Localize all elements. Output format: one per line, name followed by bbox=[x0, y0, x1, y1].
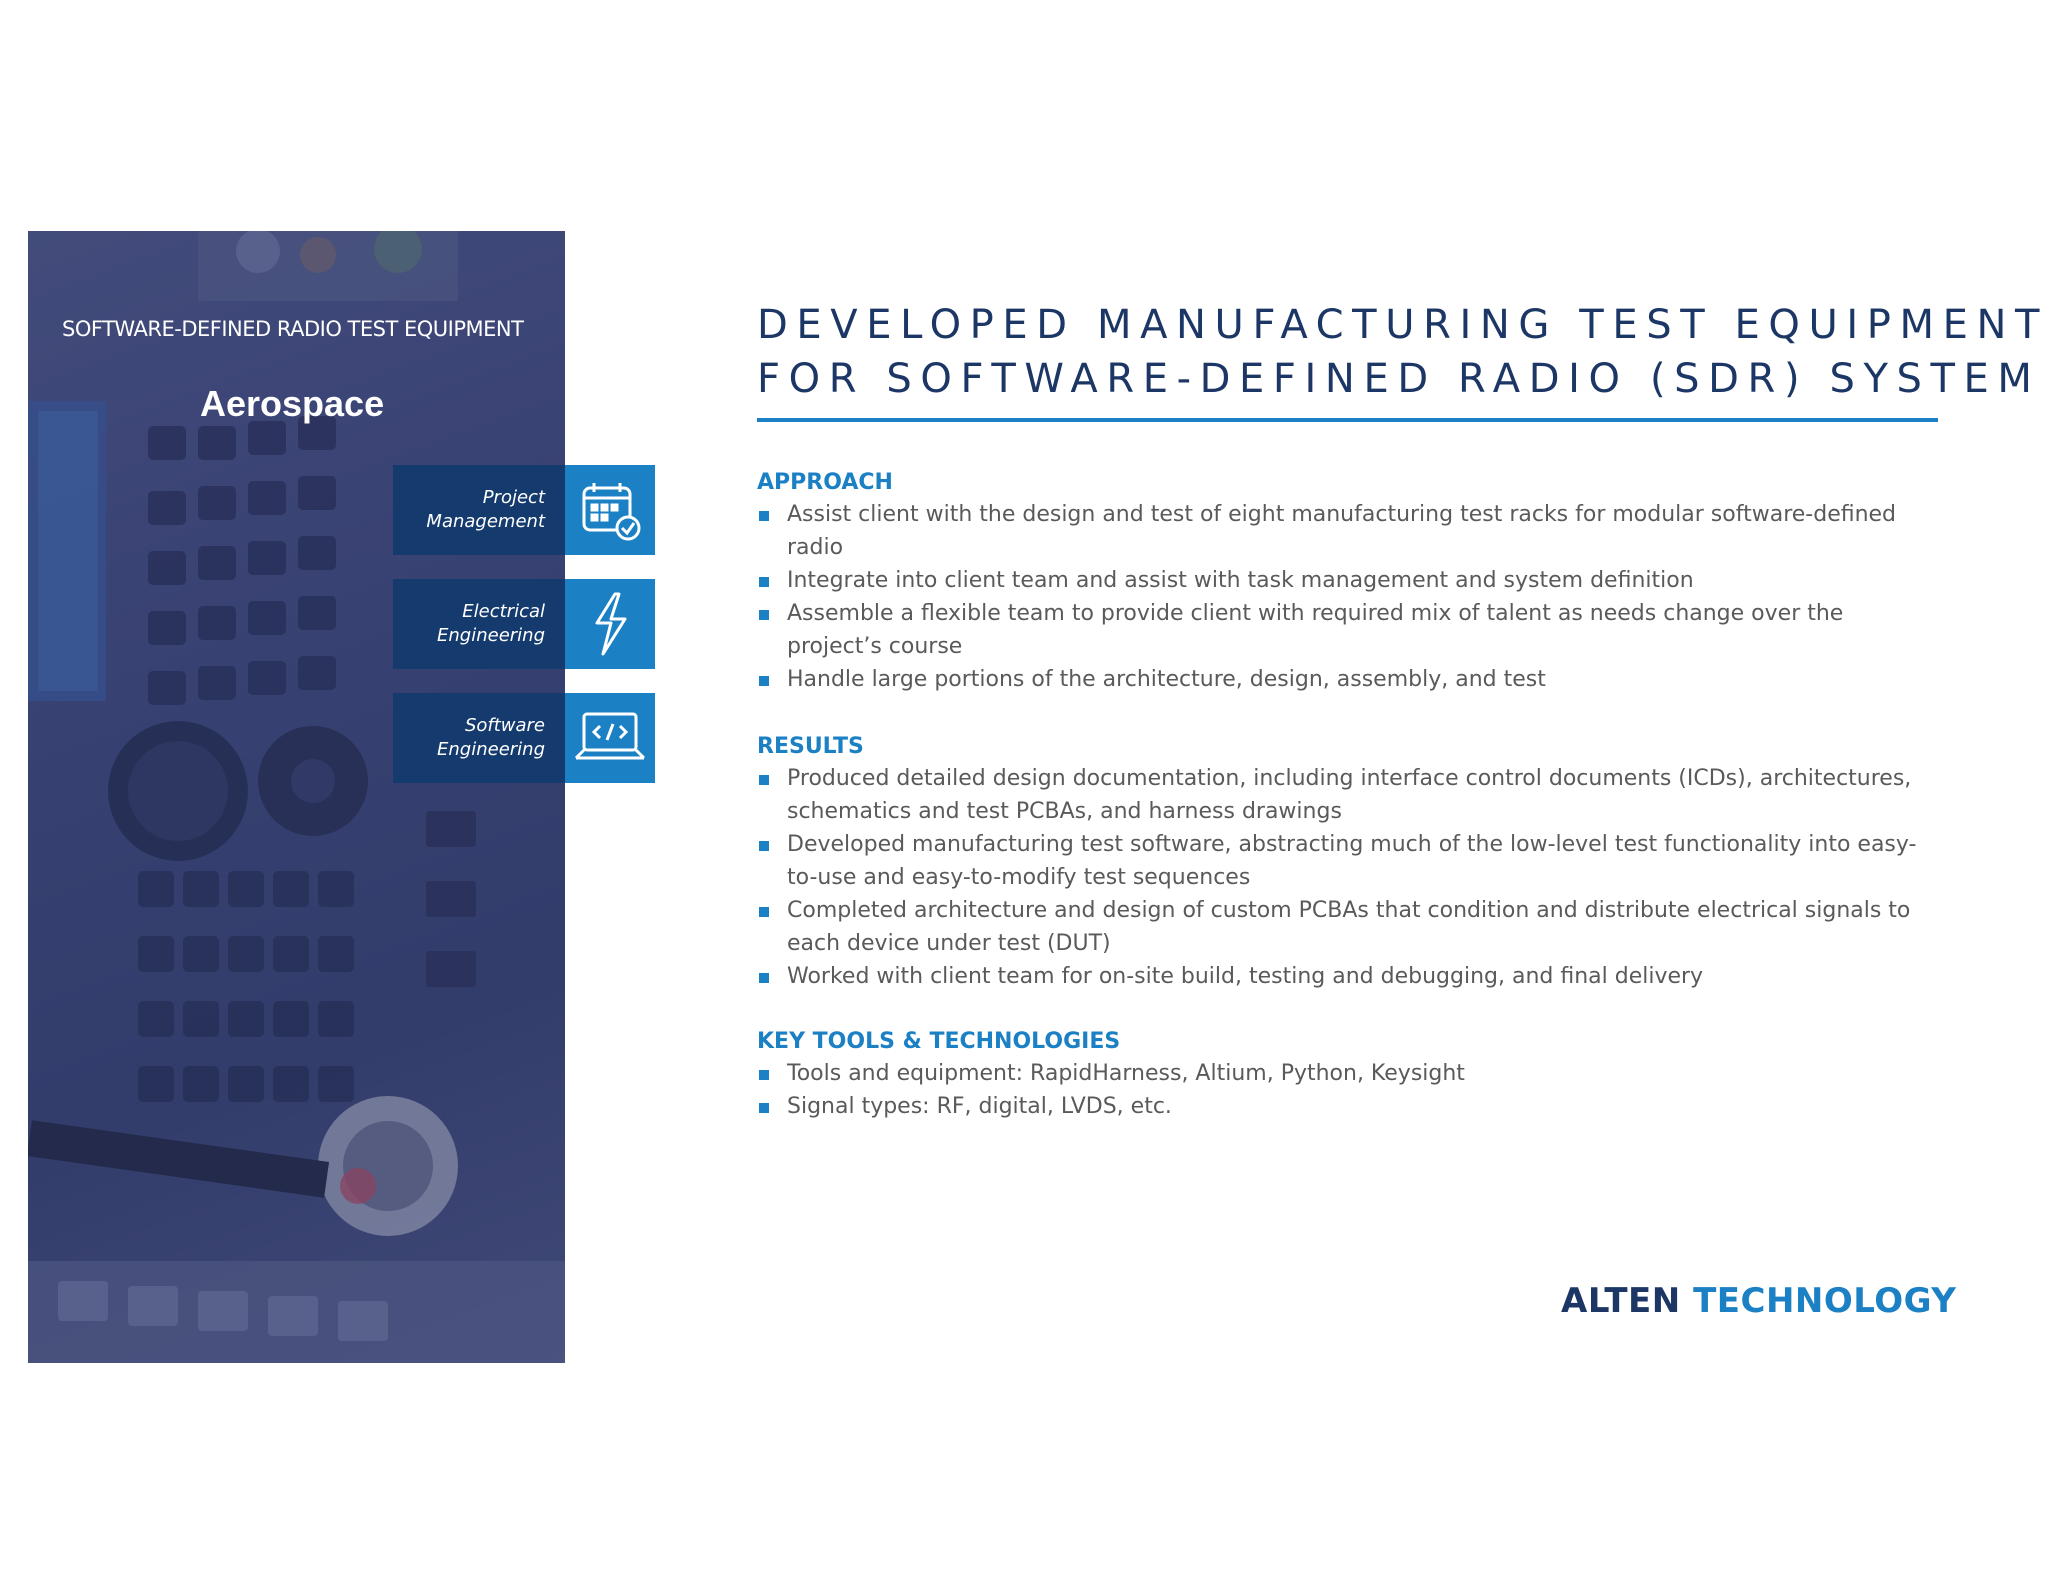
capability-tile-software-engineering bbox=[393, 693, 655, 783]
capability-tile-project-management bbox=[393, 465, 655, 555]
tile-label-line2: Engineering bbox=[437, 625, 545, 646]
tile-label bbox=[393, 579, 565, 669]
bullet-square-icon bbox=[759, 1103, 769, 1113]
tools-heading: KEY TOOLS & TECHNOLOGIES bbox=[757, 1029, 1121, 1054]
list-item: Completed architecture and design of custom PCBAs that condition and distribute electrical signals to each device under test (DUT) bbox=[757, 894, 1937, 960]
bullet-square-icon bbox=[759, 1070, 769, 1080]
list-item: Worked with client team for on-site build, testing and debugging, and final delivery bbox=[757, 960, 1937, 993]
approach-list bbox=[757, 498, 1937, 696]
logo-word-alten: ALTEN bbox=[1561, 1281, 1681, 1321]
tile-label-line1: Software bbox=[464, 715, 545, 736]
bullet-square-icon bbox=[759, 676, 769, 686]
list-item: Assemble a flexible team to provide client with required mix of talent as needs change over the project’s course bbox=[757, 597, 1937, 663]
list-item: Developed manufacturing test software, abstracting much of the low-level test functionality into easy-to-use and easy-to-modify test sequences bbox=[757, 828, 1937, 894]
results-heading: RESULTS bbox=[757, 734, 864, 759]
page-title bbox=[757, 298, 2049, 406]
bullet-square-icon bbox=[759, 775, 769, 785]
bullet-square-icon bbox=[759, 841, 769, 851]
tile-label bbox=[393, 465, 565, 555]
title-line-2: FOR SOFTWARE-DEFINED RADIO (SDR) SYSTEM bbox=[757, 356, 2041, 402]
list-item: Integrate into client team and assist with task management and system definition bbox=[757, 564, 1937, 597]
title-divider bbox=[757, 418, 1938, 422]
list-item: Produced detailed design documentation, including interface control documents (ICDs), architectures, schematics and test PCBAs, and harness drawings bbox=[757, 762, 1937, 828]
bullet-square-icon bbox=[759, 511, 769, 521]
hero-image-panel bbox=[28, 231, 565, 1363]
tools-list bbox=[757, 1057, 1937, 1123]
tile-label-line1: Project bbox=[482, 487, 545, 508]
logo-word-technology: TECHNOLOGY bbox=[1693, 1281, 1957, 1321]
list-item: Signal types: RF, digital, LVDS, etc. bbox=[757, 1090, 1937, 1123]
lightning-bolt-icon bbox=[565, 579, 655, 669]
bullet-square-icon bbox=[759, 577, 769, 587]
company-logo bbox=[1561, 1281, 1956, 1321]
tile-label-line1: Electrical bbox=[462, 601, 545, 622]
list-item: Tools and equipment: RapidHarness, Altium, Python, Keysight bbox=[757, 1057, 1937, 1090]
capability-tile-electrical-engineering bbox=[393, 579, 655, 669]
title-line-1: DEVELOPED MANUFACTURING TEST EQUIPMENT bbox=[757, 302, 2049, 348]
laptop-code-icon bbox=[565, 693, 655, 783]
sector-label: Aerospace bbox=[200, 383, 385, 424]
list-item: Handle large portions of the architecture, design, assembly, and test bbox=[757, 663, 1937, 696]
tile-label-line2: Management bbox=[426, 511, 545, 532]
panel-subtitle: SOFTWARE-DEFINED RADIO TEST EQUIPMENT bbox=[62, 317, 524, 341]
tile-label bbox=[393, 693, 565, 783]
approach-heading: APPROACH bbox=[757, 470, 893, 495]
list-item: Assist client with the design and test of eight manufacturing test racks for modular software-defined radio bbox=[757, 498, 1937, 564]
bullet-square-icon bbox=[759, 973, 769, 983]
calendar-check-icon bbox=[565, 465, 655, 555]
tile-label-line2: Engineering bbox=[437, 739, 545, 760]
bullet-square-icon bbox=[759, 907, 769, 917]
results-list bbox=[757, 762, 1937, 993]
bullet-square-icon bbox=[759, 610, 769, 620]
